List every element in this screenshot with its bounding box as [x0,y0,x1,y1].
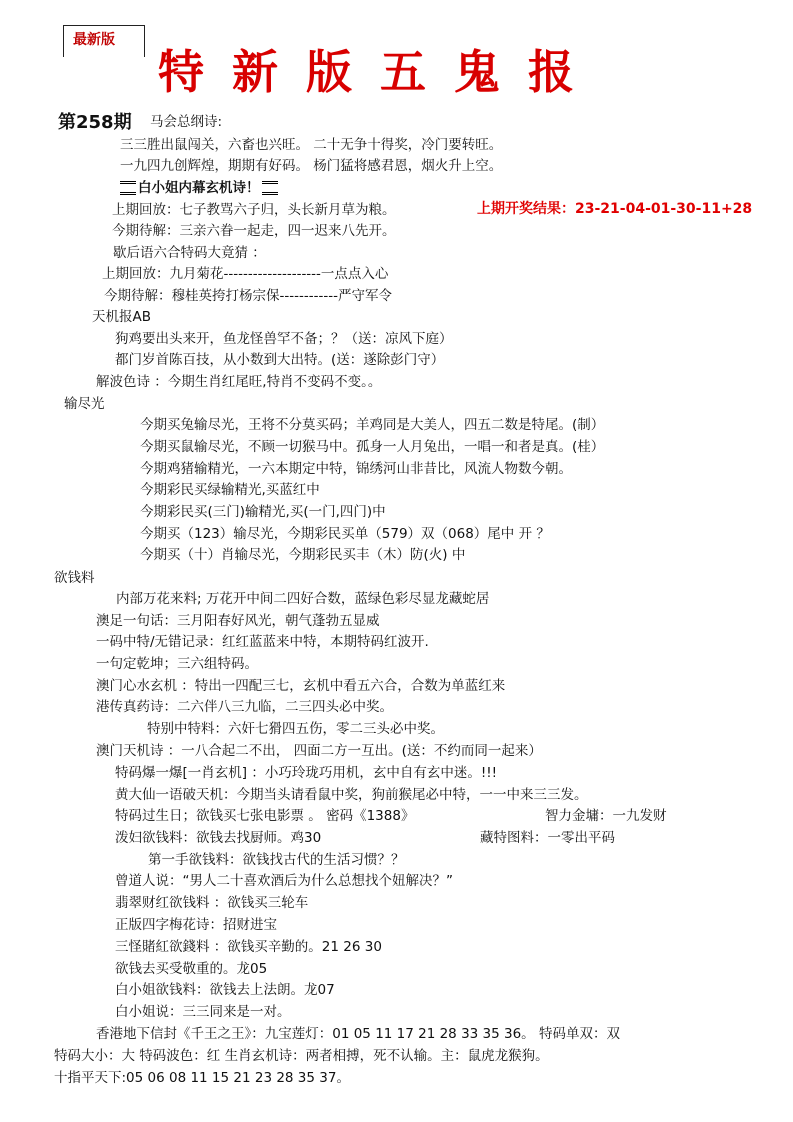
edition-badge-label: 最新版 [73,32,115,48]
text-line: 白小姐欲钱料：欲钱去上法朗。龙07 [115,982,335,998]
text-line: 特别中特料：六奸七猾四五伤，零二三头必中奖。 [147,721,444,737]
poem-heading-label: 白小姐内幕玄机诗！ [138,180,260,196]
text-line: 今期买兔输尽光，王将不分莫买码；羊鸡同是大美人，四五二数是特尾。(制） [140,417,605,433]
text-line: 白小姐说：三三同来是一对。 [115,1004,291,1020]
text-line: 今期买鼠输尽光，不顾一切猴马中。孤身一人月兔出，一唱一和者是真。(桂） [140,439,605,455]
text-line: 翡翠财红欲钱料 ：欲钱买三轮车 [115,895,309,911]
text-line: 澳门心水玄机 ：特出一四配三七，玄机中看五六合，合数为单蓝红来 [96,678,506,694]
text-line: 解波色诗 ：今期生肖红尾旺,特肖不变码不变。。 [96,374,382,390]
issue-number: 第258期 [58,112,132,133]
text-line: 歇后语六合特码大竟猜 ： [113,245,266,261]
poem-heading [118,179,280,197]
section-heading: 输尽光 [64,396,105,412]
text-line: 曾道人说：“男人二十喜欢酒后为什么总想找个妞解决？” [115,873,453,889]
text-line: 今期彩民买绿输精光,买蓝红中 [140,482,320,498]
text-line: 今期买（123）输尽光，今期彩民买单（579）双（068）尾中 开 ？ [140,526,550,542]
section-heading: 天机报AB [92,309,151,325]
double-bar-icon [120,181,136,195]
text-line: 智力金墉：一九发财 [545,808,667,824]
text-line: 一九四九创辉煌，期期有好码。 杨门猛将感君恩，烟火升上空。 [120,158,503,174]
edition-badge [63,25,145,57]
text-line: 今期买（十）肖输尽光，今期彩民买丰（木）防(火) 中 [140,547,466,563]
text-line: 澳门天机诗 ：一八合起二不出， 四面二方一互出。(送：不约而同一起来） [96,743,542,759]
text-line: 欲钱去买受敬重的。龙05 [115,961,268,977]
text-line: 第一手欲钱料：欲钱找古代的生活习惯？？ [148,852,405,868]
text-line: 今期鸡猪输精光，一六本期定中特，锦绣河山非昔比，风流人物数今朝。 [140,461,572,477]
text-line: 内部万花来料; 万花开中间二四好合数，蓝绿色彩尽显龙藏蛇居 [116,591,490,607]
text-line: 香港地下信封《千王之王》：九宝莲灯：01 05 11 17 21 28 33 35 36。 特码单双：双 [96,1026,620,1042]
text-line: 澳足一句话：三月阳春好风光，朝气蓬勃五显威 [96,613,380,629]
text-line: 三怪賭紅欲錢料 ：欲钱买辛勤的。21 26 30 [115,939,382,955]
text-line: 马会总纲诗: [150,114,223,130]
text-line: 港传真药诗：二六伴八三九临，二三四头必中奖。 [96,699,393,715]
text-line: 今期待解：穆桂英挎打杨宗保------------严守军令 [104,288,392,304]
section-heading: 欲钱料 [54,570,95,586]
double-bar-icon [262,181,278,195]
text-line: 泼妇欲钱料：欲钱去找厨师。鸡30 [115,830,322,846]
text-line: 上期回放：九月菊花--------------------一点点入心 [102,266,389,282]
text-line: 一句定乾坤；三六组特码。 [96,656,258,672]
text-line: 一码中特/无错记录：红红蓝蓝来中特，本期特码红波开. [96,634,429,650]
text-line: 特码大小：大 特码波色：红 生肖玄机诗：两者相搏，死不认输。主：鼠虎龙猴狗。 [54,1048,549,1064]
text-line: 特码过生日；欲钱买七张电影票 。 密码《1388》 [115,808,415,824]
text-line: 黄大仙一语破天机：今期当头请看鼠中奖，狗前猴尾必中特，一一中来三三发。 [115,787,588,803]
text-line: 十指平天下:05 06 08 11 15 21 23 28 35 37。 [54,1070,350,1086]
text-line: 今期彩民买(三门)输精光,买(一门,四门)中 [140,504,386,520]
text-line: 特码爆一爆[一肖玄机] ：小巧玲珑巧用机，玄中自有玄中迷。!!! [115,765,498,781]
text-line: 今期待解：三亲六眷一起走，四一迟来八先开。 [112,223,396,239]
text-line: 狗鸡要出头来开，鱼龙怪兽罕不备；？（送：凉风下庭） [115,331,453,347]
page-title: 特新版五鬼报 [158,45,602,99]
text-line: 上期回放：七子教骂六子归，头长新月草为粮。 [112,202,396,218]
text-line: 都门岁首陈百技，从小数到大出特。(送：遂除彭门守） [115,352,445,368]
text-line: 藏特图料：一零出平码 [480,830,615,846]
text-line: 正版四字梅花诗：招财进宝 [115,917,277,933]
text-line: 三三胜出鼠闯关，六畜也兴旺。 二十无争十得奖，冷门要转旺。 [120,137,503,153]
last-draw-result: 上期开奖结果：23-21-04-01-30-11+28 [477,201,753,217]
